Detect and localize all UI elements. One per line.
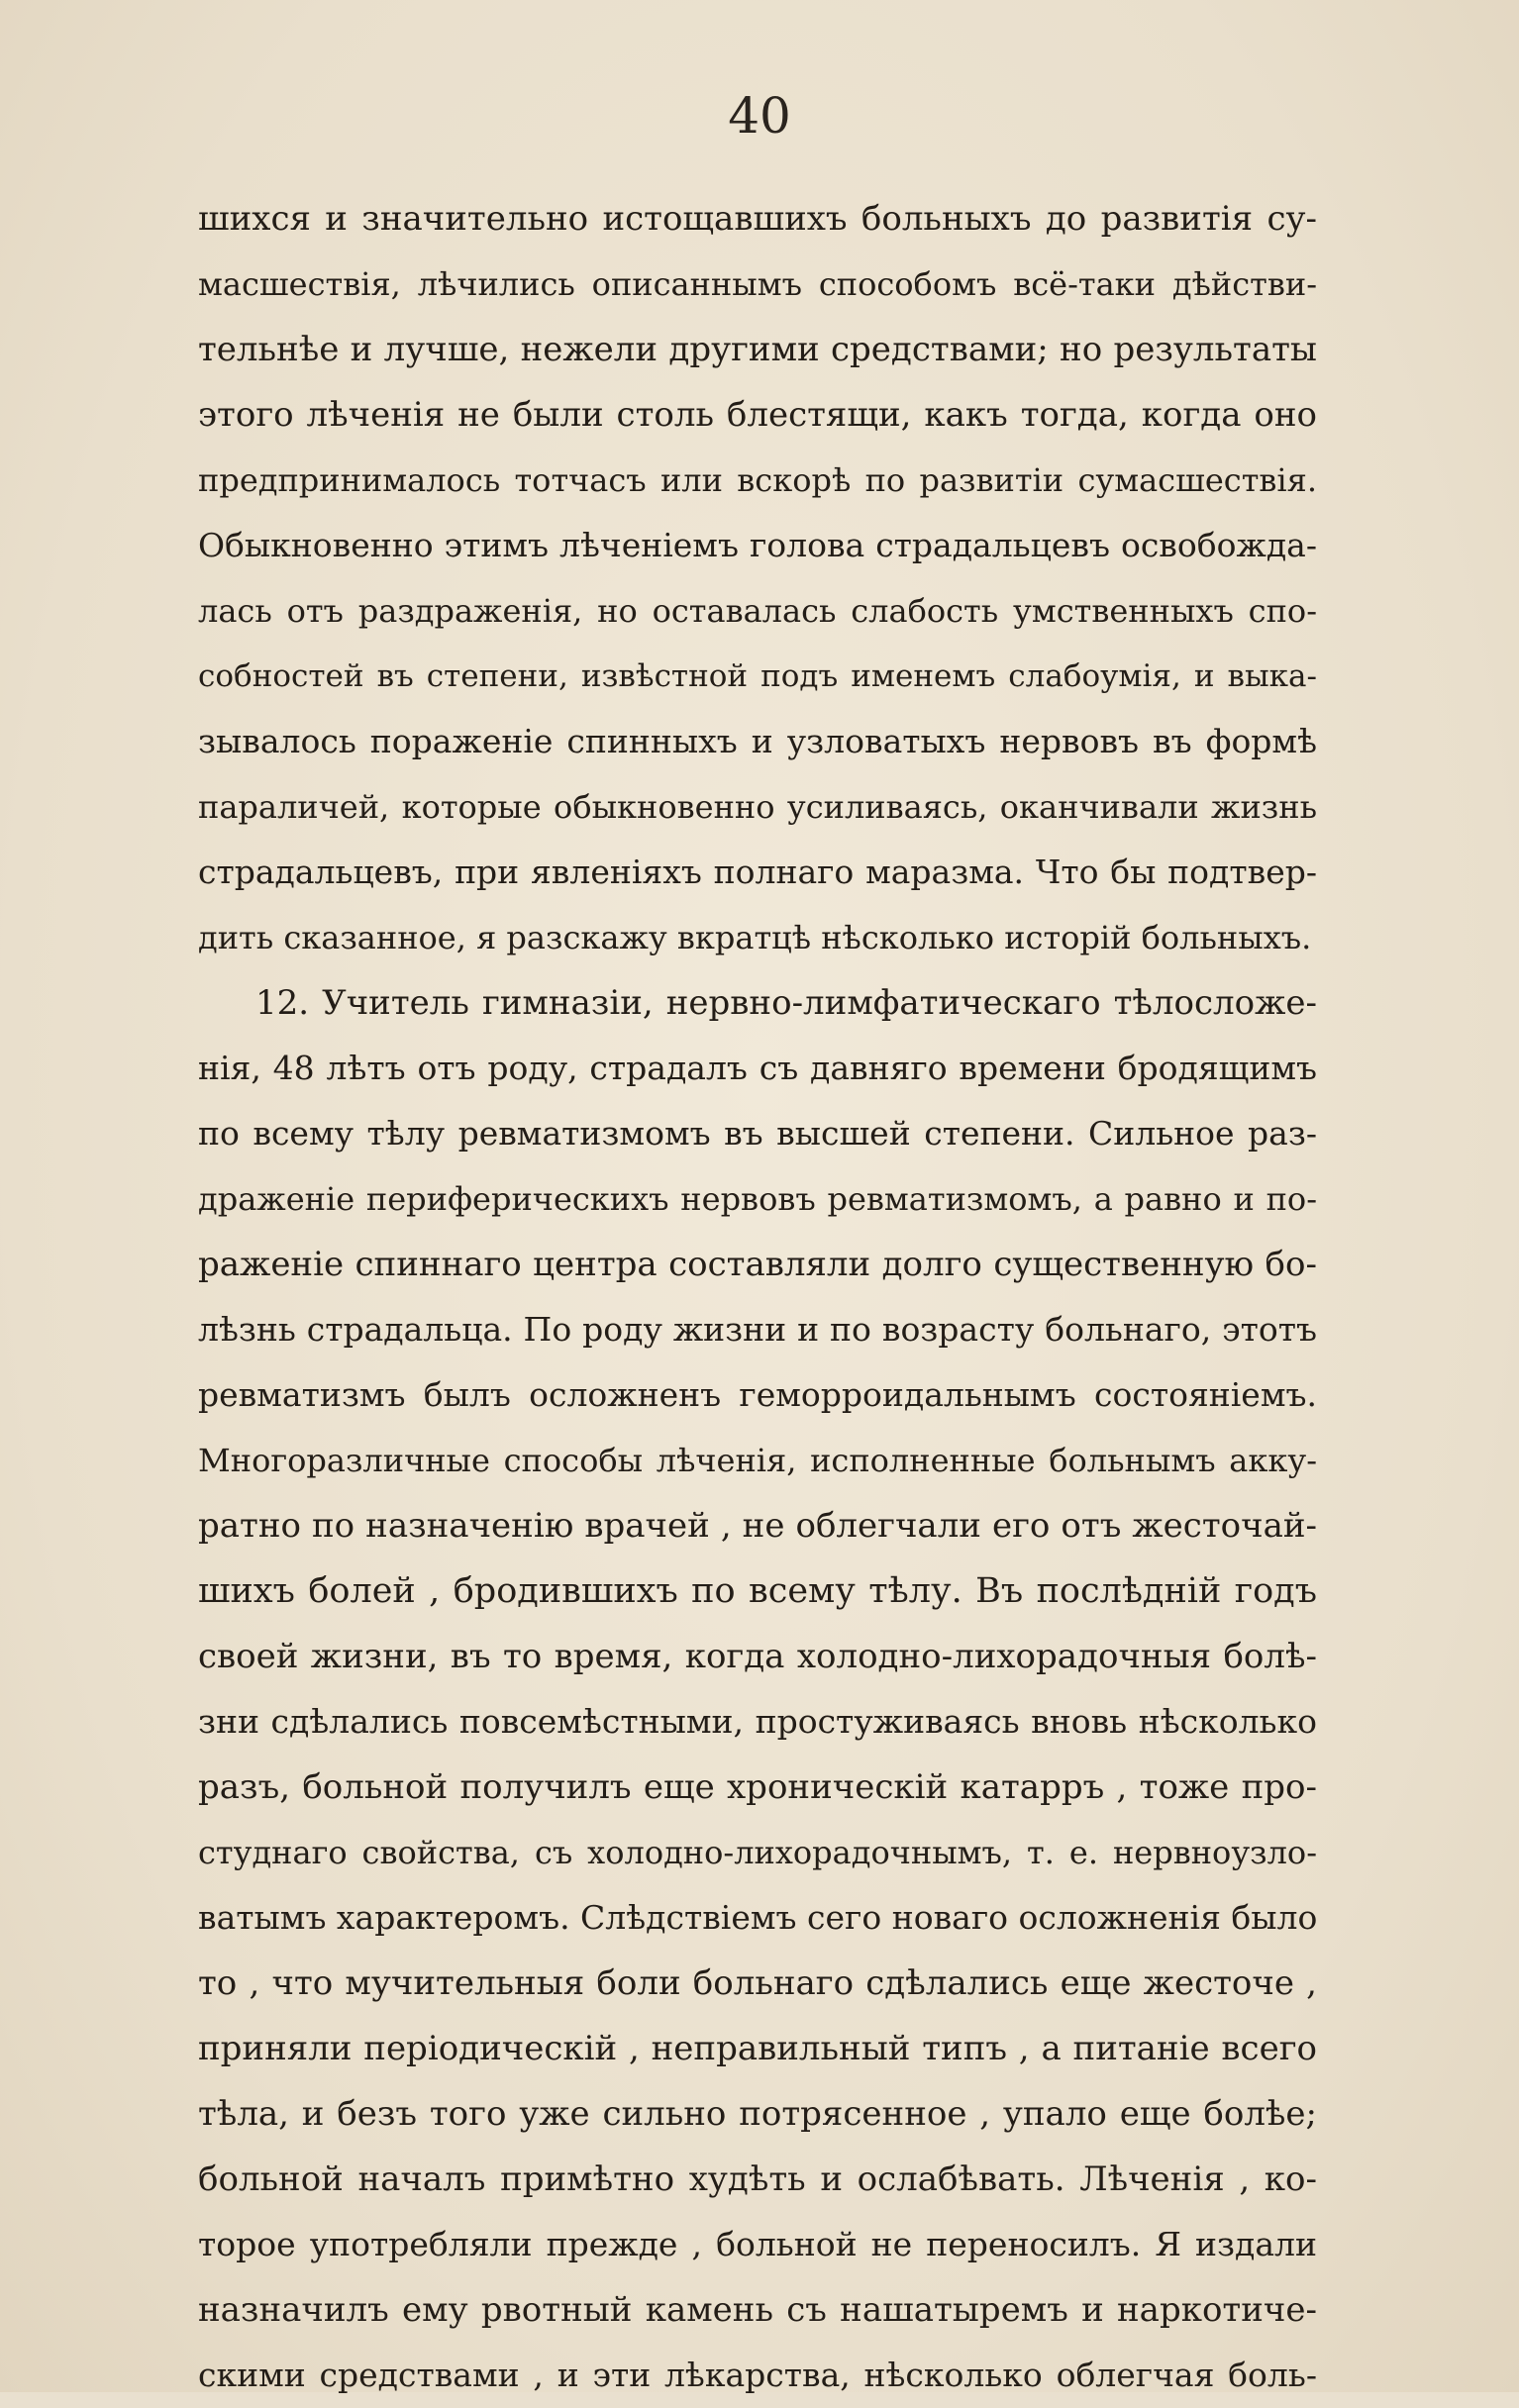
text-line: зывалось пораженіе спинныхъ и узловатыхъ нервовъ въ формѣ — [198, 722, 1317, 760]
text-line: ватымъ характеромъ. Слѣдствіемъ сего новаго осложненія было — [198, 1898, 1317, 1937]
body-text — [198, 186, 1317, 2408]
text-line: студнаго свойства, съ холодно-лихорадочнымъ, т. е. нервноузло- — [198, 1834, 1317, 1871]
text-line: торое употребляли прежде , больной не переносилъ. Я издали — [198, 2225, 1317, 2263]
paragraph — [198, 186, 1317, 970]
paragraph — [198, 970, 1317, 2408]
text-line: страдальцевъ, при явленіяхъ полнаго маразма. Что бы подтвер- — [198, 853, 1317, 891]
text-line: драженіе периферическихъ нервовъ ревматизмомъ, а равно и по- — [198, 1180, 1317, 1218]
text-line: лась отъ раздраженія, но оставалась слабость умственныхъ спо- — [198, 592, 1317, 630]
text-line: нія, 48 лѣтъ отъ роду, страдалъ съ давняго времени бродящимъ — [198, 1049, 1317, 1087]
text-line: своей жизни, въ то время, когда холодно-лихорадочныя болѣ- — [198, 1637, 1317, 1676]
text-line: Многоразличные способы лѣченія, исполненные больнымъ акку- — [198, 1442, 1317, 1479]
text-line: зни сдѣлались повсемѣстными, простуживаясь вновь нѣсколько — [198, 1702, 1317, 1741]
text-line: тельнѣе и лучше, нежели другими средствами; но результаты — [198, 330, 1317, 369]
text-line: шихъ болей , бродившихъ по всему тѣлу. Въ послѣдній годъ — [198, 1571, 1317, 1611]
text-line: Обыкновенно этимъ лѣченіемъ голова страдальцевъ освобожда- — [198, 526, 1317, 564]
text-line: этого лѣченія не были столь блестящи, какъ тогда, когда оно — [198, 395, 1317, 435]
text-line: скими средствами , и эти лѣкарства, нѣсколько облегчая боль- — [198, 2356, 1317, 2394]
text-line: собностей въ степени, извѣстной подъ именемъ слабоумія, и выка- — [198, 658, 1317, 694]
text-line: лѣзнь страдальца. По роду жизни и по возрасту больнаго, этотъ — [198, 1310, 1317, 1349]
page-number: 40 — [728, 87, 791, 145]
text-line: предпринималось тотчасъ или вскорѣ по развитіи сумасшествія. — [198, 461, 1317, 499]
text-line: разъ, больной получилъ еще хроническій катарръ , тоже про- — [198, 1767, 1317, 1807]
text-line: назначилъ ему рвотный камень съ нашатыремъ и наркотиче- — [198, 2290, 1317, 2330]
text-line: по всему тѣлу ревматизмомъ въ высшей степени. Сильное раз- — [198, 1114, 1317, 1153]
text-line: масшествія, лѣчились описаннымъ способомъ всё-таки дѣйстви- — [198, 265, 1317, 303]
text-line: тѣла, и безъ того уже сильно потрясенное , упало еще болѣе; — [198, 2094, 1317, 2134]
text-line: 12. Учитель гимназіи, нервно-лимфатическаго тѣлосложе- — [255, 983, 1317, 1023]
text-line: ревматизмъ былъ осложненъ геморроидальнымъ состояніемъ. — [198, 1375, 1317, 1414]
text-line: параличей, которые обыкновенно усиливаясь, оканчивали жизнь — [198, 788, 1317, 826]
text-line: раженіе спиннаго центра составляли долго существенную бо- — [198, 1245, 1317, 1284]
text-line: ратно по назначенію врачей , не облегчали его отъ жесточай- — [198, 1506, 1317, 1546]
text-line: шихся и значительно истощавшихъ больныхъ до развитія су- — [198, 199, 1317, 239]
text-line: дить сказанное, я разскажу вкратцѣ нѣсколько исторій больныхъ. — [198, 919, 1312, 956]
text-line: больной началъ примѣтно худѣть и ослабѣвать. Лѣченія , ко- — [198, 2159, 1317, 2199]
text-line: то , что мучительныя боли больнаго сдѣлались еще жесточе , — [198, 1963, 1317, 2003]
text-line: приняли періодическій , неправильный типъ , а питаніе всего — [198, 2029, 1317, 2068]
